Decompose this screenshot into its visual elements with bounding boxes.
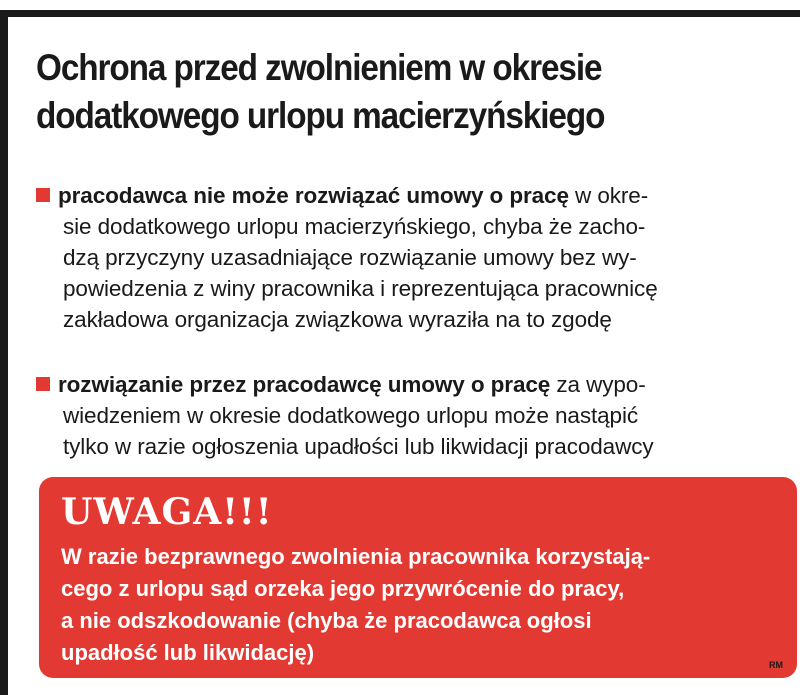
bullet-1-first-line <box>36 180 768 211</box>
bullet-1-line: zakładowa organizacja związkowa wyraziła na to zgodę <box>63 307 612 332</box>
bullet-1-bold-lead: pracodawca nie może rozwiązać umowy o pracę <box>58 183 569 208</box>
bullet-1-line: powiedzenia z winy pracownika i reprezentująca pracownicę <box>63 276 658 301</box>
warning-title: UWAGA!!! <box>61 491 273 533</box>
warning-box <box>39 477 797 678</box>
bullet-1-line: dzą przyczyny uzasadniające rozwiązanie umowy bez wy- <box>63 245 637 270</box>
bullet-1-lead-rest: w okre- <box>568 183 649 208</box>
bullet-2-lead-rest: za wypo- <box>550 372 646 397</box>
bullet-2-line: wiedzeniem w okresie dodatkowego urlopu może nastąpić <box>63 403 639 428</box>
red-square-bullet-icon <box>36 377 50 391</box>
bullet-item-1 <box>36 180 768 335</box>
title-line-2: dodatkowego urlopu macierzyńskiego <box>36 95 605 136</box>
warning-line: upadłość lub likwidację) <box>61 640 315 665</box>
warning-line: W razie bezprawnego zwolnienia pracownika korzystają- <box>61 544 651 569</box>
warning-line: a nie odszkodowanie (chyba że pracodawca ogłosi <box>61 608 592 633</box>
bullet-2-bold-lead: rozwiązanie przez pracodawcę umowy o pracę <box>58 372 551 397</box>
bullet-2-first-line <box>36 369 768 400</box>
left-frame-rule <box>0 10 8 695</box>
bullet-1-line: sie dodatkowego urlopu macierzyńskiego, chyba że zacho- <box>63 214 646 239</box>
warning-body <box>61 541 781 669</box>
red-square-bullet-icon <box>36 188 50 202</box>
warning-line: cego z urlopu sąd orzeka jego przywrócenie do pracy, <box>61 576 625 601</box>
bullet-item-2 <box>36 369 768 462</box>
title-line-1: Ochrona przed zwolnieniem w okresie <box>36 47 602 88</box>
top-frame-rule <box>0 10 800 17</box>
bullet-2-line: tylko w razie ogłoszenia upadłości lub likwidacji pracodawcy <box>63 434 654 459</box>
infobox-title <box>36 44 702 140</box>
author-credit: RM <box>769 660 783 670</box>
